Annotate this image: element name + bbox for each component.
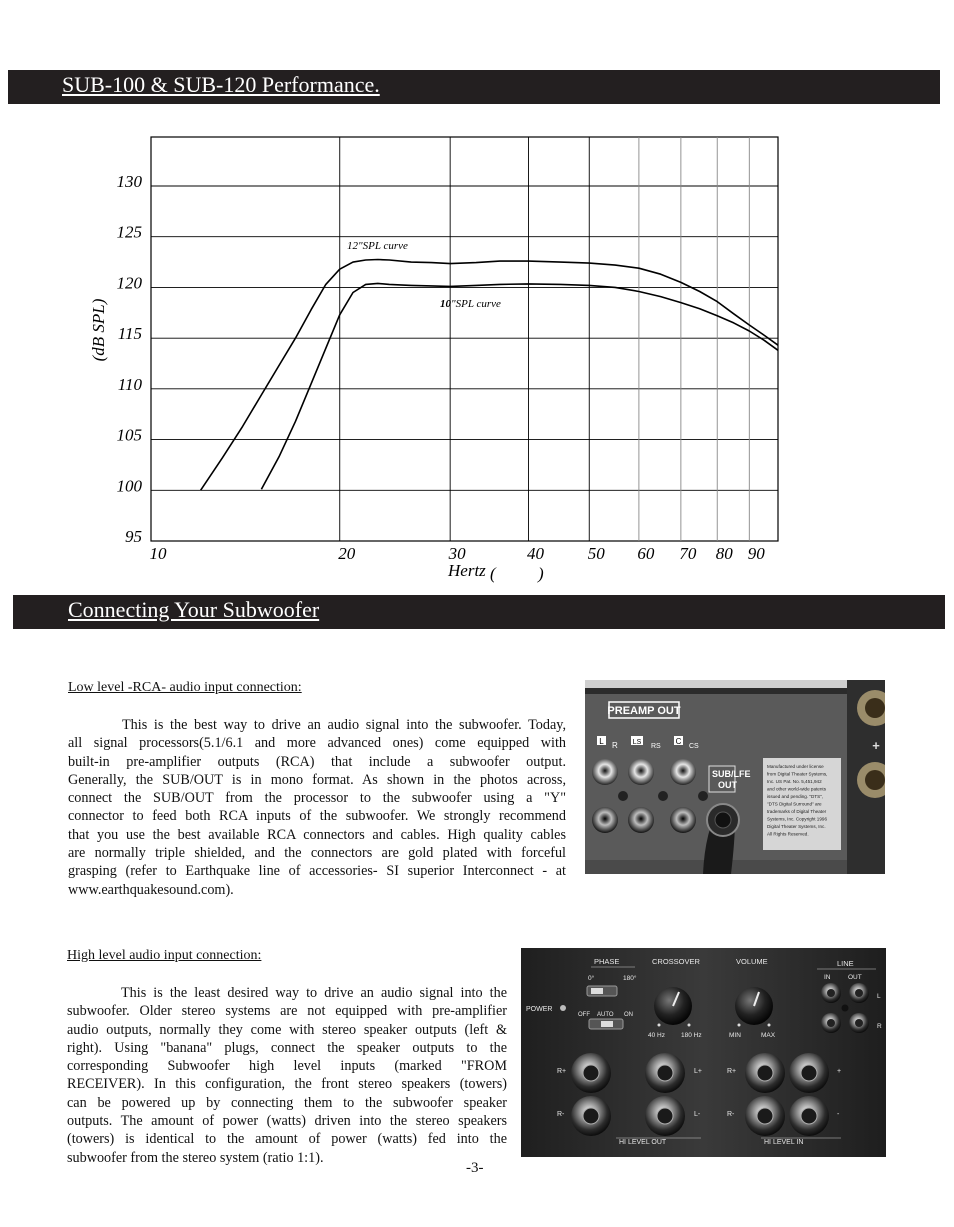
connecting-header-band	[13, 595, 945, 629]
paragraph-line: grasping (refer to Earthquake line of accessories- SI superior Interconnect - at	[68, 863, 566, 880]
svg-text:R-: R-	[727, 1111, 735, 1118]
y-tick-label: 125	[116, 222, 142, 242]
x-tick-label: 30	[448, 544, 466, 563]
svg-text:R: R	[877, 1023, 882, 1030]
svg-text:LINE: LINE	[837, 959, 854, 968]
svg-text:-: -	[837, 1111, 840, 1118]
paragraph-line: can be powered up by connecting them to the subwoofer speaker	[67, 1094, 507, 1111]
paragraph-line: corresponding Subwoofer high level inputs (marked "FROM	[67, 1058, 507, 1075]
x-axis-label-close: )	[538, 564, 544, 583]
x-tick-label: 20	[338, 544, 356, 563]
svg-text:0°: 0°	[588, 975, 595, 982]
svg-text:R+: R+	[727, 1068, 737, 1075]
y-axis-label: (dB SPL)	[89, 298, 108, 362]
paragraph-line: connector to feed both RCA inputs of the subwoofer. We strongly recommend	[68, 808, 566, 825]
chart-grid	[151, 137, 778, 541]
x-tick-label: 10	[149, 544, 167, 563]
preamp-out-label: PREAMP OUT	[607, 705, 681, 717]
svg-text:and other world-wide patents: and other world-wide patents	[767, 786, 826, 792]
svg-text:L: L	[877, 993, 881, 1000]
svg-text:All Rights Reserved.: All Rights Reserved.	[767, 831, 809, 837]
y-tick-label: 100	[116, 476, 142, 496]
svg-text:LS: LS	[632, 739, 642, 746]
paragraph-line: built-in pre-amplifier outputs (RCA) that include a subwoofer output.	[68, 753, 566, 770]
svg-text:HI LEVEL IN: HI LEVEL IN	[764, 1139, 804, 1146]
subwoofer-panel-photo	[521, 948, 886, 1157]
paragraph-line: connect the SUB/OUT from the processor to the subwoofer using a "Y"	[68, 790, 566, 807]
paragraph-line: This is the best way to drive an audio signal into the subwoofer. Today,	[122, 717, 566, 733]
page-number: -3-	[466, 1160, 484, 1176]
svg-text:HI LEVEL OUT: HI LEVEL OUT	[619, 1139, 667, 1146]
paragraph-line: www.earthquakesound.com).	[68, 881, 234, 898]
svg-text:OUT: OUT	[848, 974, 862, 981]
svg-text:MIN: MIN	[729, 1032, 741, 1039]
performance-title: SUB-100 & SUB-120 Performance.	[62, 72, 380, 97]
svg-text:L: L	[599, 737, 604, 746]
svg-text:L+: L+	[694, 1068, 702, 1075]
svg-text:CROSSOVER: CROSSOVER	[652, 957, 700, 966]
svg-text:Manufactured under license: Manufactured under license	[767, 764, 824, 769]
svg-text:POWER: POWER	[526, 1006, 553, 1013]
connecting-title: Connecting Your Subwoofer	[68, 597, 320, 622]
paragraph-line: outputs. The amount of power (watts) driven into the stereo speakers	[67, 1113, 507, 1130]
svg-text:R-: R-	[557, 1111, 565, 1118]
svg-text:PHASE: PHASE	[594, 957, 620, 966]
svg-text:from Digital Theater Systems,: from Digital Theater Systems,	[767, 771, 828, 777]
x-tick-label: 40	[526, 544, 544, 563]
svg-text:OFF: OFF	[578, 1012, 590, 1018]
preamp-out-photo	[585, 680, 885, 874]
svg-text:issued and pending. "DTS",: issued and pending. "DTS",	[767, 794, 824, 799]
svg-text:180 Hz: 180 Hz	[681, 1032, 702, 1039]
svg-text:R+: R+	[557, 1068, 567, 1075]
y-tick-label: 120	[116, 273, 142, 293]
svg-text:AUTO: AUTO	[597, 1012, 614, 1018]
paragraph-line: subwoofer. Older stereo systems are not equipped with pre-amplifier	[67, 1003, 507, 1020]
svg-text:+: +	[837, 1068, 842, 1075]
paragraph-line: Generally, the SUB/OUT is in mono format. As shown in the photos across,	[68, 771, 566, 788]
svg-text:40 Hz: 40 Hz	[648, 1032, 665, 1039]
paragraph-line: RECEIVER). In this configuration, the front stereo speakers (towers)	[67, 1076, 507, 1093]
y-tick-label: 105	[116, 425, 142, 445]
paragraph-line: subwoofer from the stereo system (ratio 1:1).	[67, 1149, 324, 1166]
series-line-12-inch	[201, 260, 778, 491]
y-tick-labels	[117, 172, 143, 546]
svg-text:VOLUME: VOLUME	[736, 957, 768, 966]
svg-text:ON: ON	[624, 1012, 633, 1018]
paragraph-line: right). Using "banana" plugs, connect the speaker outputs to the	[67, 1039, 507, 1056]
x-tick-label: 60	[637, 544, 655, 563]
y-tick-label: 95	[125, 527, 142, 546]
svg-text:RS: RS	[651, 743, 661, 750]
svg-text:180°: 180°	[623, 975, 637, 982]
svg-text:Systems, Inc. Copyright 1996: Systems, Inc. Copyright 1996	[767, 816, 828, 822]
x-axis-label: Hertz	[448, 561, 486, 580]
paragraph-line: (towers) is identical to the amount of power (watts) fed into the	[67, 1131, 507, 1148]
svg-text:"DTS Digital Surround" are: "DTS Digital Surround" are	[767, 801, 822, 807]
y-tick-label: 130	[116, 172, 142, 191]
low-level-heading: Low level -RCA- audio input connection:	[68, 680, 302, 695]
x-tick-label: 90	[747, 544, 765, 563]
series-label-10: 10"SPL curve	[440, 298, 501, 310]
svg-text:Digital Theater Systems, Inc.: Digital Theater Systems, Inc.	[767, 824, 826, 829]
paragraph-line: all signal processors(5.1/6.1 and more advanced ones) come equipped with	[68, 735, 566, 752]
svg-text:IN: IN	[824, 974, 831, 981]
paragraph-line: that you use the best available RCA connectors and cables. High quality cables	[68, 826, 566, 843]
svg-text:CS: CS	[689, 743, 699, 750]
svg-text:trademarks of Digital Theater: trademarks of Digital Theater	[767, 809, 827, 814]
series-label-12: 12"SPL curve	[347, 240, 408, 252]
high-level-heading: High level audio input connection:	[67, 948, 262, 963]
sub-lfe-label: SUB/LFE	[712, 769, 751, 779]
svg-text:MAX: MAX	[761, 1032, 776, 1039]
spl-chart	[0, 0, 954, 600]
x-tick-label: 80	[715, 544, 733, 563]
svg-text:C: C	[675, 737, 682, 746]
svg-text:L-: L-	[694, 1111, 701, 1118]
x-axis-label-open: (	[490, 564, 496, 583]
svg-text:Inc. US Pat. No. 5,451,942: Inc. US Pat. No. 5,451,942	[767, 779, 822, 784]
x-tick-label: 70	[679, 544, 697, 563]
paragraph-line: This is the least desired way to drive an audio signal into the	[121, 985, 507, 1001]
paragraph-line: audio outputs, normally they come with stereo speaker outputs (left &	[67, 1021, 507, 1038]
low-level-paragraph	[68, 716, 566, 899]
svg-text:+: +	[872, 738, 880, 753]
paragraph-line: are normally triple shielded, and the connectors are gold plated with forceful	[68, 845, 566, 862]
x-tick-label: 50	[587, 544, 605, 563]
plot-frame	[151, 137, 778, 541]
chart-series	[201, 260, 778, 491]
svg-text:OUT: OUT	[718, 780, 737, 790]
series-line-10-inch	[261, 283, 778, 489]
y-tick-label: 110	[117, 374, 142, 394]
high-level-paragraph	[67, 984, 507, 1167]
y-tick-label: 115	[117, 324, 142, 344]
svg-text:R: R	[612, 741, 618, 750]
